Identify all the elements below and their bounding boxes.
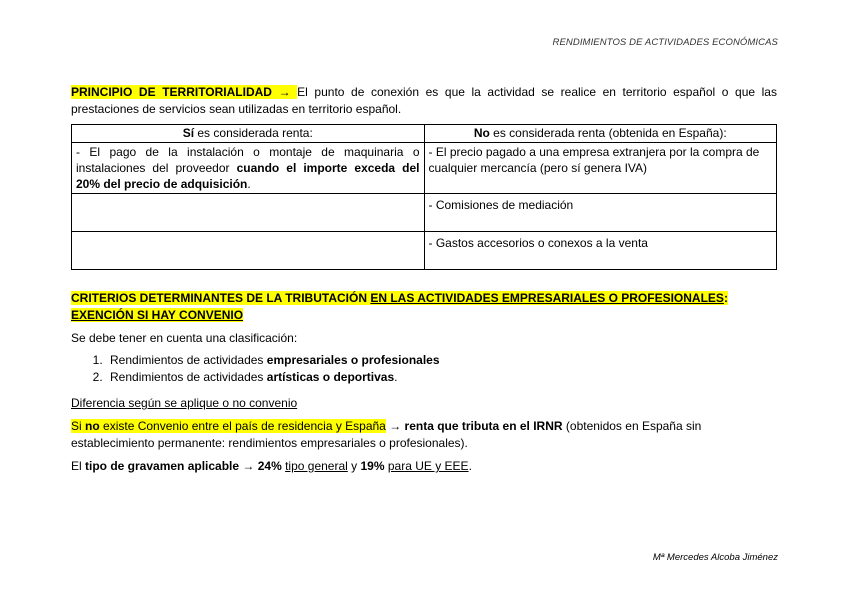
cell-si-1: - El pago de la instalación o montaje de maquinaria o instalaciones del proveedor cuando el importe exceda del 20% del precio de adquisición.	[72, 143, 425, 194]
territoriality-title: PRINCIPIO DE TERRITORIALIDAD	[71, 85, 272, 99]
difference-subtitle: Diferencia según se aplique o no convenio	[71, 396, 298, 410]
table-row	[72, 232, 777, 270]
renta-table	[71, 124, 777, 270]
classification-list	[71, 352, 786, 386]
exemption-heading: EXENCIÓN SI HAY CONVENIO	[71, 307, 244, 322]
col-header-no: No es considerada renta (obtenida en España):	[424, 125, 777, 143]
col-header-si: Sí es considerada renta:	[72, 125, 425, 143]
table-row	[72, 143, 777, 194]
cell-si-3	[72, 232, 425, 270]
arrow: →	[271, 85, 298, 99]
cell-no-3: - Gastos accesorios o conexos a la venta	[424, 232, 777, 270]
tax-rate-paragraph: El tipo de gravamen aplicable → 24% tipo general y 19% para UE y EEE.	[71, 459, 472, 473]
cell-si-2	[72, 194, 425, 232]
cell-no-1: - El precio pagado a una empresa extranjera por la compra de cualquier mercancía (pero sí genera IVA)	[424, 143, 777, 194]
territoriality-text: El punto de conexión es que la actividad se realice en territorio español o que las prestaciones de servicios sean utilizadas en territorio español.	[71, 85, 777, 116]
territoriality-paragraph	[71, 84, 777, 117]
author-footer: Mª Mercedes Alcoba Jiménez	[652, 552, 778, 563]
cell-no-2: - Comisiones de mediación	[424, 194, 777, 232]
list-item: 2. Rendimientos de actividades artísticas o deportivas.	[106, 369, 786, 386]
criteria-heading: CRITERIOS DETERMINANTES DE LA TRIBUTACIÓN EN LAS ACTIVIDADES EMPRESARIALES O PROFESIONALES: EXENCIÓN SI HAY CONVENIO	[71, 291, 728, 322]
convention-paragraph: Si no existe Convenio entre el país de residencia y España → renta que tributa en el IRNR (obtenidos en España sin establecimiento permanente: rendimientos empresariales o profesionales).	[71, 419, 702, 450]
table-row	[72, 194, 777, 232]
running-header: RENDIMIENTOS DE ACTIVIDADES ECONÓMICAS	[552, 37, 778, 48]
table-header-row	[72, 125, 777, 143]
list-item: 1. Rendimientos de actividades empresariales o profesionales	[106, 352, 786, 369]
classification-intro: Se debe tener en cuenta una clasificación:	[71, 331, 298, 345]
